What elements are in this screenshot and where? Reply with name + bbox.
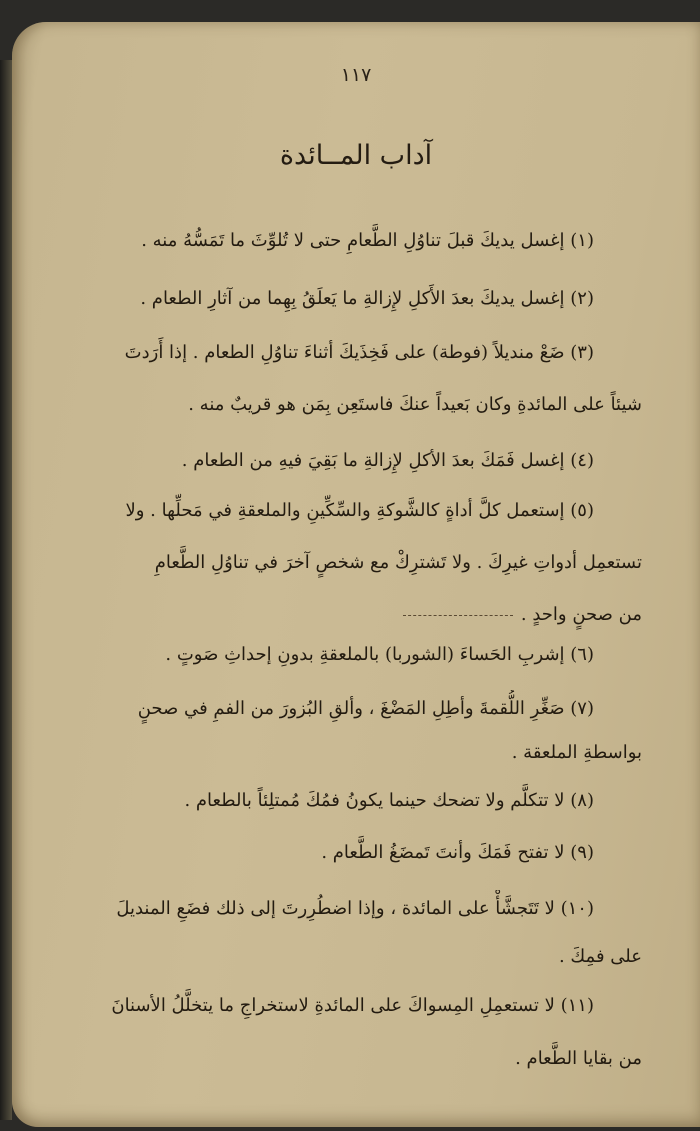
rule-9-line-1: (٩) لا تفتح فَمَكَ وأنتَ تَمضَغُ الطَّعام . xyxy=(321,842,594,863)
rule-3-line-1: (٣) ضَعْ منديلاً (فوطة) على فَخِذَيكَ أثناءَ تناوُلِ الطعام . إذا أَرَدتَ xyxy=(124,342,594,363)
rule-10-line-1: (١٠) لا تَتَجشَّأْ على المائدة ، وإذا اضطُرِرتَ إلى ذلك فضَعِ المنديلَ xyxy=(116,898,594,919)
rule-3-line-2: شيئاً على المائدةِ وكان بَعيداً عنكَ فاستَعِن بِمَن هو قريبٌ منه . xyxy=(188,394,642,415)
rule-5-line-3 xyxy=(72,596,642,634)
rule-5-line-3-text: من صحنٍ واحدٍ . xyxy=(520,604,642,625)
rule-5-line-1: (٥) إستعمل كلَّ أداةٍ كالشَّوكةِ والسِّكِّينِ والملعقةِ في مَحلِّها . ولا xyxy=(125,500,594,521)
rule-2-line-1: (٢) إغسل يديكَ بعدَ الأَكلِ لإِزالةِ ما يَعلَقُ بِهِما من آثارِ الطعام . xyxy=(140,288,594,309)
rule-6-line-1: (٦) إشربِ الحَساءَ (الشوربا) بالملعقةِ بدونِ إحداثِ صَوتٍ . xyxy=(165,644,594,665)
rule-5-line-2: تستعمِل أدواتِ غيرِكَ . ولا تَشترِكْ مع شخصٍ آخرَ في تناوُلِ الطَّعامِ xyxy=(154,552,642,573)
rule-1-line-1: (١) إغسل يديكَ قبلَ تناوُلِ الطَّعامِ حتى لا تُلوِّثَ ما تَمَسُّهُ منه . xyxy=(141,230,594,251)
page-number: ١١٧ xyxy=(340,64,372,86)
rule-4-line-1: (٤) إغسل فَمَكَ بعدَ الأكلِ لإِزالةِ ما بَقِيَ فيهِ من الطعام . xyxy=(181,450,594,471)
book-page xyxy=(12,22,700,1127)
rule-11-line-2: من بقايا الطَّعام . xyxy=(515,1048,642,1069)
book-spine-shadow xyxy=(0,60,12,1120)
rule-11-line-1: (١١) لا تستعمِلِ المِسواكَ على المائدةِ لاستخراجِ ما يتخلَّلُ الأسنانَ xyxy=(111,995,594,1016)
page-title: آداب المــائدة xyxy=(279,140,433,171)
rule-10-line-2: على فمِكَ . xyxy=(558,946,642,967)
rule-7-line-1: (٧) صَغِّرِ اللُّقمةَ وأطِلِ المَضْغَ ، وألقِ البُزورَ من الفمِ في صحنٍ xyxy=(137,698,594,719)
dashed-fill-line xyxy=(403,615,513,616)
rule-8-line-1: (٨) لا تتكلَّم ولا تضحك حينما يكونُ فمُكَ مُمتلِئاً بالطعام . xyxy=(184,790,594,811)
rule-7-line-2: بواسطةِ الملعقة . xyxy=(511,742,642,763)
